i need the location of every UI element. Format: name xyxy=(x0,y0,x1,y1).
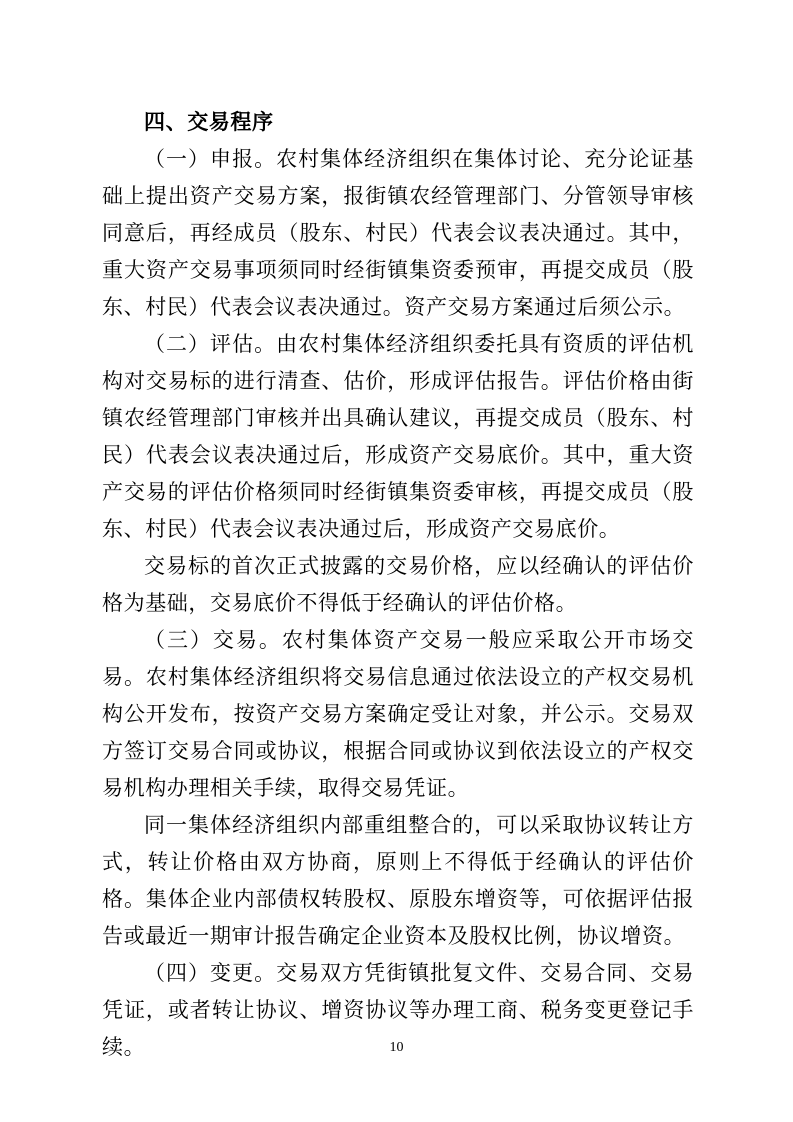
document-page xyxy=(102,104,694,1066)
paragraph-lead: （一）申报。 xyxy=(144,147,277,171)
paragraph-lead: （二）评估。 xyxy=(144,332,277,356)
paragraph-text: 交易标的首次正式披露的交易价格，应以经确认的评估价格为基础，交易底价不得低于经确认的评估价格。 xyxy=(102,554,694,615)
paragraph-text: 同一集体经济组织内部重组整合的，可以采取协议转让方式，转让价格由双方协商，原则上不得低于经确认的评估价格。集体企业内部债权转股权、原股东增资等，可依据评估报告或最近一期审计报告确定企业资本及股权比例，协议增资。 xyxy=(102,813,694,948)
paragraph-evaluation xyxy=(102,326,694,548)
paragraph-declaration xyxy=(102,141,694,326)
paragraph-text: 交易双方凭街镇批复文件、交易合同、交易凭证，或者转让协议、增资协议等办理工商、税务变更登记手续。 xyxy=(102,961,694,1059)
paragraph-pricing xyxy=(102,548,694,622)
paragraph-internal-restructuring xyxy=(102,807,694,955)
paragraph-lead: （三）交易。 xyxy=(144,628,282,652)
page-number: 10 xyxy=(389,1040,404,1055)
paragraph-lead: （四）变更。 xyxy=(144,961,277,985)
paragraph-text: 农村集体经济组织在集体讨论、充分论证基础上提出资产交易方案，报街镇农经管理部门、分管领导审核同意后，再经成员（股东、村民）代表会议表决通过。其中，重大资产交易事项须同时经街镇集资委预审，再提交成员（股东、村民）代表会议表决通过。资产交易方案通过后须公示。 xyxy=(102,147,694,319)
paragraph-text: 由农村集体经济组织委托具有资质的评估机构对交易标的进行清查、估价，形成评估报告。评估价格由街镇农经管理部门审核并出具确认建议，再提交成员（股东、村民）代表会议表决通过后，形成资产交易底价。其中，重大资产交易的评估价格须同时经街镇集资委审核，再提交成员（股东、村民）代表会议表决通过后，形成资产交易底价。 xyxy=(102,332,694,541)
section-heading: 四、交易程序 xyxy=(144,110,274,134)
paragraph-transaction xyxy=(102,622,694,807)
paragraph-text: 农村集体资产交易一般应采取公开市场交易。农村集体经济组织将交易信息通过依法设立的产权交易机构公开发布，按资产交易方案确定受让对象，并公示。交易双方签订交易合同或协议，根据合同或协议到依法设立的产权交易机构办理相关手续，取得交易凭证。 xyxy=(102,628,694,800)
